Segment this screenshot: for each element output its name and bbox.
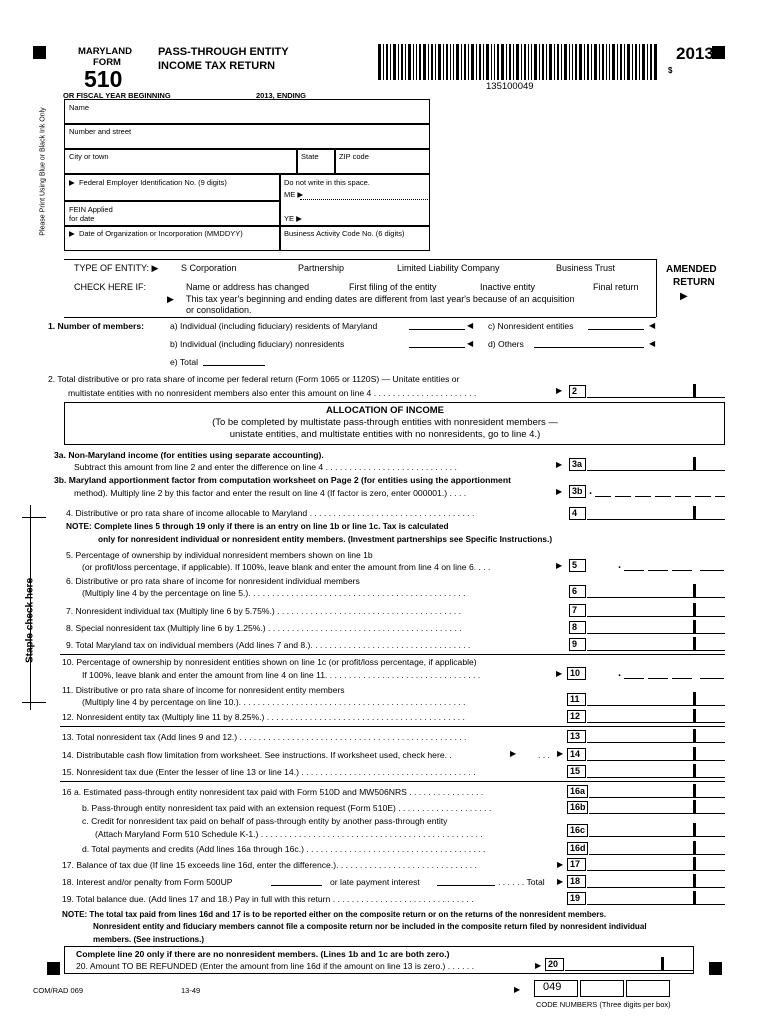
check-first-filing[interactable]: First filing of the entity (349, 282, 437, 292)
form-revision: 13-49 (181, 986, 201, 995)
arrow-icon: ▶ (167, 294, 174, 304)
decimal-mark (693, 709, 696, 722)
ink-instruction: Please Print Using Blue or Black Ink Only (39, 107, 47, 236)
line9-number: 9 (569, 638, 586, 651)
line4-amount[interactable] (587, 519, 725, 520)
dollar-sign: $ (668, 66, 673, 75)
name-label: Name (69, 103, 90, 112)
line12-number: 12 (567, 710, 586, 723)
allocation-subtitle-2: unistate entities, and multistate entities with no nonresidents, go to line 4.) (229, 429, 541, 440)
arrow-left-icon: ◀ (467, 339, 474, 348)
fein-label: ▶ Federal Employer Identification No. (9 digits) (69, 178, 227, 187)
ending-label: 2013, ENDING (256, 91, 307, 100)
decimal-mark (693, 729, 696, 742)
arrow-left-icon: ◀ (649, 321, 656, 330)
line11-number: 11 (567, 693, 586, 706)
line15-number: 15 (567, 765, 586, 778)
decimal-mark (693, 603, 696, 616)
line16d-amount[interactable] (589, 854, 725, 855)
form-title-line1: PASS-THROUGH ENTITY (158, 46, 289, 58)
line18-number: 18 (567, 875, 586, 888)
line3a-amount[interactable] (587, 470, 725, 471)
late-interest-amount[interactable] (437, 885, 495, 886)
business-code-label: Business Activity Code No. (6 digits) (284, 229, 405, 238)
zip-label: ZIP code (339, 152, 369, 161)
registration-mark (709, 962, 722, 975)
line4-text: 4. Distributive or pro rata share of income allocable to Maryland . . . . . . . . . . . . . . . . . . . . . . . . . . . . . . . . . . . (66, 508, 475, 518)
percent-digit[interactable] (700, 678, 724, 679)
line11-text: 11. Distributive or pro rata share of income for nonresident entity members (62, 685, 345, 695)
members-b-field[interactable] (409, 347, 465, 348)
me-line (300, 199, 428, 200)
cash-flow-checkbox[interactable] (521, 747, 535, 759)
line3b-text-2: method). Multiply line 2 by this factor and enter the result on line 4 (If factor is zero, enter 000001.) . . . . (74, 488, 467, 498)
members-e-field[interactable] (203, 365, 265, 366)
staple-mark (22, 517, 46, 518)
line2-amount[interactable] (587, 397, 725, 398)
members-e-label: e) Total (170, 357, 199, 367)
decimal-mark (693, 692, 696, 705)
divider (656, 259, 657, 317)
line6-amount[interactable] (587, 597, 725, 598)
line19-text: 19. Total balance due. (Add lines 17 and 18.) Pay in full with this return . . . . . . . . . . . . . . . . . . . . . . . . . . . . . . (62, 894, 474, 904)
percent-digit[interactable] (648, 570, 668, 571)
allocation-subtitle: (To be completed by multistate pass-through entities with nonresident members — (212, 417, 558, 428)
entity-type-s-corp[interactable]: S Corporation (181, 263, 237, 273)
amended-arrow-icon[interactable]: ▶ (680, 291, 688, 302)
decimal-mark (693, 747, 696, 760)
decimal-mark (693, 857, 696, 870)
line16c-amount[interactable] (589, 836, 725, 837)
check-here-label: CHECK HERE IF: (74, 282, 147, 292)
line14-dots: . . . (538, 750, 550, 760)
line16a-amount[interactable] (589, 797, 725, 798)
members-a-label: a) Individual (including fiduciary) residents of Maryland (170, 321, 378, 331)
decimal-mark (693, 637, 696, 650)
line8-number: 8 (569, 621, 586, 634)
registration-mark (33, 46, 46, 59)
divider (60, 726, 725, 727)
name-field[interactable] (64, 99, 430, 124)
code-numbers-label: CODE NUMBERS (Three digits per box) (536, 1000, 671, 1009)
line3b-text: 3b. Maryland apportionment factor from computation worksheet on Page 2 (for entities using the apportionment (54, 475, 511, 485)
line15-text: 15. Nonresident tax due (Enter the lesser of line 13 or line 14.) . . . . . . . . . . . . . . . . . . . . . . . . . . . . . . . . . . . . . (62, 767, 476, 777)
ye-label: YE ▶ (284, 214, 302, 223)
line11-text-2: (Multiply line 4 by percentage on line 10.). . . . . . . . . . . . . . . . . . . . . . . . . . . . . . . . . . . . . . . . . . . . . . . . (82, 697, 466, 707)
decimal-mark (693, 457, 696, 470)
form-word: FORM (93, 57, 121, 68)
decimal-mark (693, 584, 696, 597)
members-d-label: d) Others (488, 339, 524, 349)
line3a-text-2: Subtract this amount from line 2 and enter the difference on line 4 . . . . . . . . . . . . . . . . . . . . . . . . . . . . (74, 462, 457, 472)
line16b-number: 16b (567, 801, 588, 814)
divider (64, 317, 656, 318)
percent-digit[interactable] (700, 570, 724, 571)
do-not-write-label: Do not write in this space. (284, 178, 370, 187)
arrow-left-icon: ◀ (467, 321, 474, 330)
me-label: ME ▶ (284, 190, 304, 199)
decimal-mark (693, 384, 696, 397)
line2-text: 2. Total distributive or pro rata share of income per federal return (Form 1065 or 1120S) — Unitate entities or (48, 374, 460, 384)
registration-mark (47, 962, 60, 975)
line16c-number: 16c (567, 824, 588, 837)
percent-digit[interactable] (624, 570, 644, 571)
entity-type-partnership[interactable]: Partnership (298, 263, 345, 273)
line20-text: 20. Amount TO BE REFUNDED (Enter the amount from line 16d if the amount on line 13 is zero.) . . . . . . (76, 961, 475, 971)
members-a-field[interactable] (409, 329, 465, 330)
members-c-label: c) Nonresident entities (488, 321, 574, 331)
arrow-icon: ▶ (557, 877, 564, 886)
arrow-icon: ▶ (557, 749, 564, 758)
allocation-title: ALLOCATION OF INCOME (325, 405, 445, 416)
line18-text-2: or late payment interest (330, 877, 420, 887)
form-number: 510 (84, 66, 123, 92)
decimal-mark (693, 841, 696, 854)
arrow-icon: ▶ (556, 460, 563, 469)
arrow-icon: ▶ (556, 487, 563, 496)
city-label: City or town (69, 152, 109, 161)
line15-amount[interactable] (587, 777, 725, 778)
arrow-icon: ▶ (557, 860, 564, 869)
line18-total-label: . . . . . . Total (498, 877, 545, 887)
factor-digit[interactable] (595, 496, 611, 497)
line16d-number: 16d (567, 842, 588, 855)
line5-number: 5 (569, 559, 586, 572)
line16b-amount[interactable] (589, 813, 725, 814)
note-lines-5-19: NOTE: Complete lines 5 through 19 only if there is an entry on line 1b or line 1c. Tax is calculated (66, 521, 449, 531)
decimal-point: . (618, 667, 622, 679)
line16d-text: d. Total payments and credits (Add lines 16a through 16c.) . . . . . . . . . . . . . . . . . . . . . . . . . . . . . . . . . . . . . . (82, 844, 486, 854)
line9-text: 9. Total Maryland tax on individual members (Add lines 7 and 8.). . . . . . . . . . . . . . . . . . . . . . . . . . . . . . . . . . (66, 640, 471, 650)
factor-digit[interactable] (695, 496, 711, 497)
line20-number: 20 (545, 958, 564, 971)
factor-digit[interactable] (675, 496, 691, 497)
line16c-text: c. Credit for nonresident tax paid on behalf of pass-through entity by another pass-through entity (82, 816, 448, 826)
line16c-text-2: (Attach Maryland Form 510 Schedule K-1.) . . . . . . . . . . . . . . . . . . . . . . . . . . . . . . . . . . . . . . . . . . . . . . . (95, 829, 483, 839)
factor-digit[interactable] (615, 496, 631, 497)
barcode (378, 44, 658, 80)
street-label: Number and street (69, 127, 132, 136)
note-composite: NOTE: The total tax paid from lines 16d and 17 is to be reported either on the composite return or on the returns of the nonresident members. (62, 910, 607, 919)
line7-text: 7. Nonresident individual tax (Multiply line 6 by 5.75%.) . . . . . . . . . . . . . . . . . . . . . . . . . . . . . . . . . . . . . . . (66, 606, 461, 616)
arrow-left-icon: ◀ (649, 339, 656, 348)
members-d-field[interactable] (534, 347, 644, 348)
entity-type-llc[interactable]: Limited Liability Company (397, 263, 500, 273)
staple-guide (30, 505, 31, 710)
check-name-changed[interactable]: Name or address has changed (186, 282, 310, 292)
line3a-number: 3a (569, 458, 586, 471)
line10-number: 10 (567, 667, 586, 680)
line5-text-2: (or profit/loss percentage, if applicable). If 100%, leave blank and enter the amount from line 4 on line 6. . . . (82, 562, 491, 572)
decimal-point: . (589, 485, 593, 497)
line5-text: 5. Percentage of ownership by individual nonresident members shown on line 1b (66, 550, 373, 560)
decimal-mark (693, 764, 696, 777)
complete-line20-note: Complete line 20 only if there are no nonresident members. (Lines 1b and 1c are both zero.) (76, 949, 450, 959)
line3b-number: 3b (569, 485, 586, 498)
state-label: State (301, 152, 319, 161)
entity-type-label: TYPE OF ENTITY: ▶ (74, 263, 159, 273)
percent-digit[interactable] (672, 570, 692, 571)
decimal-mark (693, 800, 696, 813)
members-b-label: b) Individual (including fiduciary) nonresidents (170, 339, 345, 349)
line14-text: 14. Distributable cash flow limitation from worksheet. See instructions. If worksheet used, check here. . (62, 750, 452, 760)
line17-amount[interactable] (587, 870, 725, 871)
line6-text-2: (Multiply line 4 by the percentage on line 5.). . . . . . . . . . . . . . . . . . . . . . . . . . . . . . . . . . . . . . . . . . . . . . (82, 588, 466, 598)
arrow-icon: ▶ (556, 561, 563, 570)
line11-amount[interactable] (587, 705, 725, 706)
decimal-mark (661, 957, 664, 970)
staple-note: Staple check here (24, 577, 36, 664)
decimal-mark (693, 506, 696, 519)
line7-number: 7 (569, 604, 586, 617)
line17-number: 17 (567, 858, 586, 871)
line14-number: 14 (567, 748, 586, 761)
fein-applied-label: FEIN Applied (69, 205, 113, 214)
date-org-label: ▶ Date of Organization or Incorporation (MMDDYY) (69, 229, 243, 238)
line4-number: 4 (569, 507, 586, 520)
decimal-mark (693, 823, 696, 836)
line18-amount[interactable] (587, 887, 725, 888)
line19-amount[interactable] (587, 904, 725, 905)
divider (60, 781, 725, 782)
check-final-return[interactable]: Final return (593, 282, 639, 292)
registration-mark (712, 46, 725, 59)
fein-applied-label-2: for date (69, 214, 95, 223)
form-id: COM/RAD 069 (33, 986, 84, 995)
line17-text: 17. Balance of tax due (If line 15 exceeds line 16d, enter the difference.). . . . . . . . . . . . . . . . . . . . . . . . . . . . . . (62, 860, 477, 870)
entity-type-business-trust[interactable]: Business Trust (556, 263, 616, 273)
form-title-line2: INCOME TAX RETURN (158, 60, 276, 72)
factor-digit[interactable] (715, 496, 725, 497)
line8-amount[interactable] (587, 633, 725, 634)
note-composite-3: members. (See instructions.) (93, 935, 205, 944)
decimal-mark (693, 784, 696, 797)
percent-digit[interactable] (672, 678, 692, 679)
decimal-mark (693, 891, 696, 904)
line7-amount[interactable] (587, 616, 725, 617)
line13-text: 13. Total nonresident tax (Add lines 9 and 12.) . . . . . . . . . . . . . . . . . . . . . . . . . . . . . . . . . . . . . . . . . . . . . . . . (62, 732, 467, 742)
divider (64, 259, 656, 260)
fiscal-change-line2: or consolidation. (186, 305, 252, 315)
line19-number: 19 (567, 892, 586, 905)
line10-text: 10. Percentage of ownership by nonresident entities shown on line 1c (or profit/loss percentage, if applicable) (62, 657, 477, 667)
arrow-icon: ▶ (556, 386, 563, 395)
divider (60, 654, 725, 655)
decimal-point: . (618, 559, 622, 571)
code-box[interactable] (626, 980, 670, 997)
amended-label: AMENDED (666, 264, 717, 275)
code-box[interactable] (580, 980, 624, 997)
line12-amount[interactable] (587, 722, 725, 723)
line16a-number: 16a (567, 785, 588, 798)
line16b-text: b. Pass-through entity nonresident tax paid with an extension request (Form 510E) . . . . . . . . . . . . . . . . . . . . (82, 803, 492, 813)
arrow-icon: ▶ (556, 669, 563, 678)
state-name: MARYLAND (78, 46, 133, 57)
check-fiscal-change[interactable]: This tax year's beginning and ending dates are different from last year's because of an acquisition (186, 294, 575, 304)
form-500up-amount[interactable] (271, 885, 322, 886)
line14-amount[interactable] (587, 760, 725, 761)
line18-text: 18. Interest and/or penalty from Form 500UP (62, 877, 233, 887)
staple-mark (22, 702, 46, 703)
line6-text: 6. Distributive or pro rata share of income for nonresident individual members (66, 576, 360, 586)
line12-text: 12. Nonresident entity tax (Multiply line 11 by 8.25%.) . . . . . . . . . . . . . . . . . . . . . . . . . . . . . . . . . . . . . . . . . . (62, 712, 465, 722)
line10-text-2: If 100%, leave blank and enter the amount from line 4 on line 11. . . . . . . . . . . . . . . . . . . . . . . . . . . . . . . . . (82, 670, 481, 680)
check-inactive[interactable]: Inactive entity (480, 282, 536, 292)
return-label: RETURN (673, 277, 715, 288)
note-composite-2: Nonresident entity and fiduciary members cannot file a composite return nor be included in the composite return filed by nonresident individual (93, 922, 647, 931)
decimal-mark (693, 620, 696, 633)
line6-number: 6 (569, 585, 586, 598)
line13-number: 13 (567, 730, 586, 743)
factor-digit[interactable] (655, 496, 671, 497)
line2-text-2: multistate entities with no nonresident members also enter this amount on line 4 . . . . . . . . . . . . . . . . . . . . . . (68, 388, 477, 398)
fiscal-year-label: OR FISCAL YEAR BEGINNING (63, 91, 171, 100)
barcode-number: 135100049 (486, 81, 534, 92)
note-lines-5-19-2: only for nonresident individual or nonresident entity members. (Investment partnerships see Specific Instructions.) (98, 534, 553, 544)
percent-digit[interactable] (648, 678, 668, 679)
arrow-icon: ▶ (535, 961, 542, 970)
decimal-mark (693, 874, 696, 887)
line9-amount[interactable] (587, 650, 725, 651)
line1-label: 1. Number of members: (48, 321, 144, 331)
tax-year: 2013 (676, 44, 714, 63)
code-number: 049 (543, 981, 562, 993)
members-c-field[interactable] (588, 329, 644, 330)
percent-digit[interactable] (624, 678, 644, 679)
line8-text: 8. Special nonresident tax (Multiply line 6 by 1.25%.) . . . . . . . . . . . . . . . . . . . . . . . . . . . . . . . . . . . . . . . . . (66, 623, 462, 633)
factor-digit[interactable] (635, 496, 651, 497)
line13-amount[interactable] (587, 742, 725, 743)
line20-amount[interactable] (565, 970, 693, 971)
line3a-text: 3a. Non-Maryland income (for entities using separate accounting). (54, 450, 324, 460)
arrow-icon: ▶ (510, 749, 517, 758)
arrow-icon: ▶ (514, 985, 521, 994)
line16a-text: 16 a. Estimated pass-through entity nonresident tax paid with Form 510D and MW506NRS . . . . . . . . . . . . . . . . (62, 787, 484, 797)
line2-number: 2 (569, 385, 586, 398)
